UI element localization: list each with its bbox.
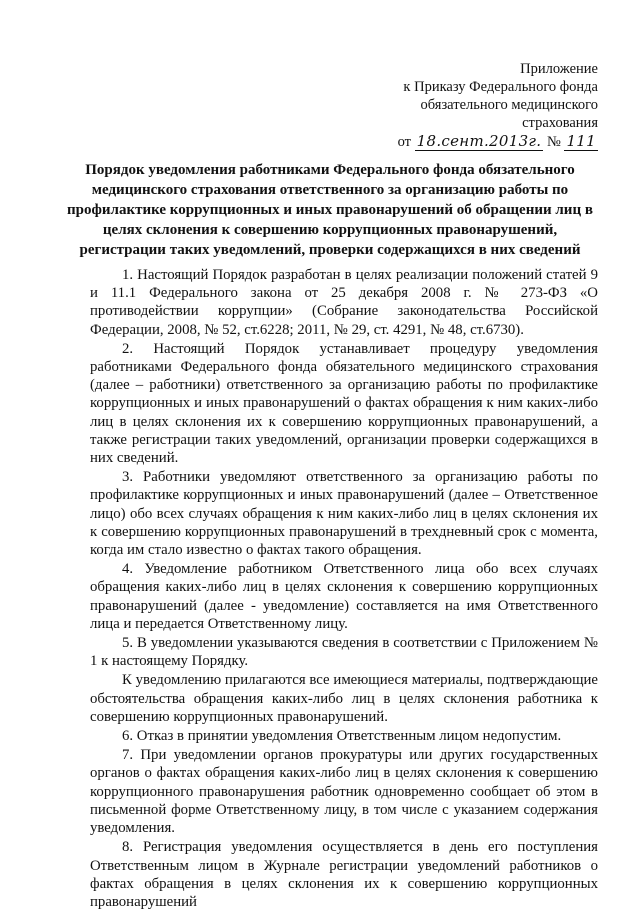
handwritten-number: 111 [566, 132, 596, 150]
appendix-line-4: страхования [522, 115, 598, 131]
appendix-header [398, 60, 598, 151]
paragraph-8: 8. Регистрация уведомления осуществляется в день его поступления Ответственным лицом в Журнале регистрации уведомлений работников о фактах обращения в целях склонения их к совершению коррупционных правонарушений [90, 839, 598, 910]
paragraph-5: 5. В уведомлении указываются сведения в соответствии с Приложением № 1 к настоящему Порядку. [90, 635, 598, 670]
paragraph-6: 6. Отказ в принятии уведомления Ответственным лицом недопустим. [122, 728, 562, 745]
paragraph-7: 7. При уведомлении органов прокуратуры или других государственных органов о фактах обращения каких-либо лиц в целях склонения к совершению коррупционного правонарушения работник одновременно сообщает об этом в письменной форме Ответственному лицу, в том числе с указанием содержания уведомления. [90, 747, 598, 837]
paragraph-1: 1. Настоящий Порядок разработан в целях реализации положений статей 9 и 11.1 Федерального закона от 25 декабря 2008 г. № 273-ФЗ «О противодействии коррупции» (Собрание законодательства Российской Федерации, 2008, № 52, ст.6228; 2011, № 29, ст. 4291, № 48, ст.6730). [90, 267, 598, 338]
document-title: Порядок уведомления работниками Федерального фонда обязательного медицинского страхования ответственного за организацию работы по профилактике коррупционных и иных правонарушений об обращении лиц в целях склонения к совершению коррупционных правонарушений, регистрации таких уведомлений, проверки содержащихся в них сведений [67, 162, 593, 258]
paragraph-5-continuation: К уведомлению прилагаются все имеющиеся материалы, подтверждающие обстоятельства обращения каких-либо лиц в целях склонения работника к совершению коррупционных правонарушений. [90, 672, 598, 725]
paragraph-4: 4. Уведомление работником Ответственного лица обо всех случаях обращения каких-либо лиц в целях склонения к совершению коррупционных правонарушений (далее - уведомление) составляется на имя Ответственного лица и передается Ответственному лицу. [90, 561, 598, 632]
paragraph-2: 2. Настоящий Порядок устанавливает процедуру уведомления работниками Федерального фонда обязательного медицинского страхования (далее – работники) ответственного за организацию работы по профилактике коррупционных и иных правонарушений о фактах обращения к ним каких-либо лиц в целях склонения их к совершению коррупционных правонарушений, а также регистрации таких уведомлений, организации проверки содержащихся в них сведений. [90, 340, 598, 467]
appendix-line-3: обязательного медицинского [420, 97, 598, 113]
paragraph-3: 3. Работники уведомляют ответственного за организацию работы по профилактике коррупционных и иных правонарушений (далее – Ответственное лицо) обо всех случаях обращения к ним каких-либо лиц в целях склонения их к совершению коррупционных правонарушений в трехдневный срок с момента, когда им стало известно о фактах такого обращения. [90, 469, 598, 559]
appendix-date-line [398, 132, 598, 151]
from-label: от [397, 134, 412, 150]
number-label: № [547, 134, 561, 150]
appendix-line-1: Приложение [520, 61, 598, 77]
document-body [90, 266, 598, 911]
handwritten-date: 18.сент.2013г. [416, 132, 542, 150]
appendix-line-2: к Приказу Федерального фонда [403, 79, 598, 95]
